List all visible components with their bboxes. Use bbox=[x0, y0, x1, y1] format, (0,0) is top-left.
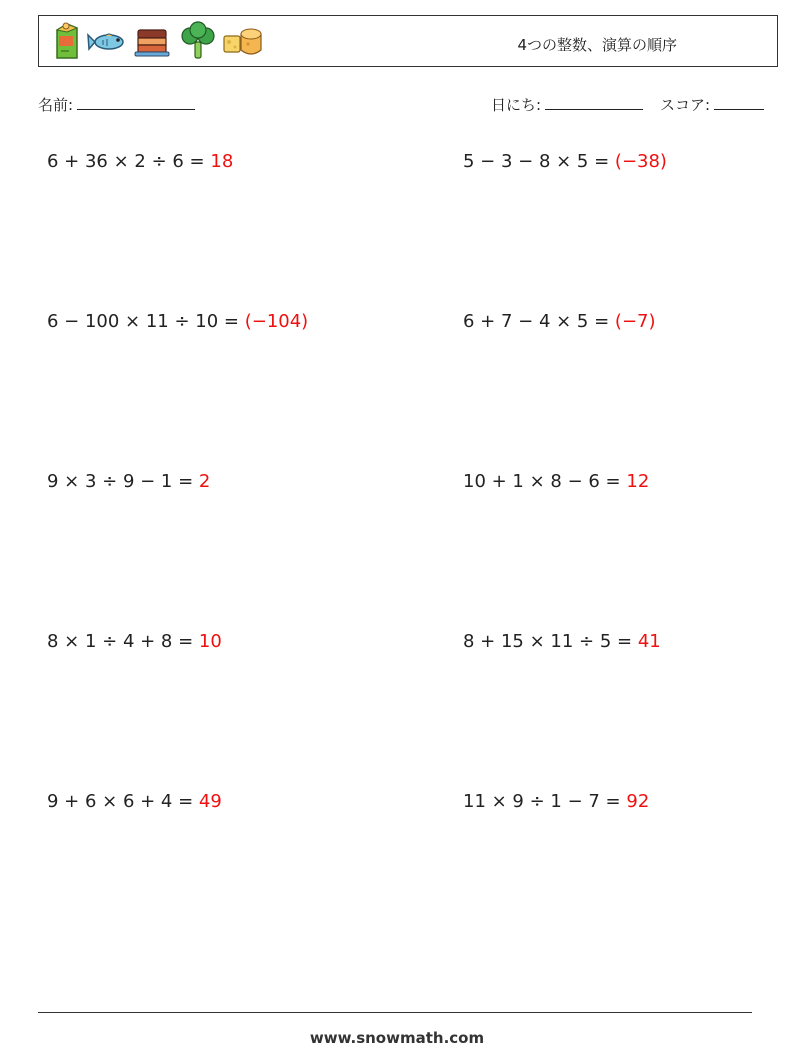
problem-answer: 10 bbox=[198, 631, 222, 652]
problem-expression: 11 × 9 ÷ 1 − 7 = bbox=[463, 791, 627, 812]
name-line[interactable] bbox=[77, 95, 195, 110]
problem-answer: 2 bbox=[198, 471, 211, 492]
worksheet-title: 4つの整数、演算の順序 bbox=[517, 36, 677, 54]
problem-expression: 5 − 3 − 8 × 5 = bbox=[463, 151, 615, 172]
footer-url[interactable]: www.snowmath.com bbox=[309, 1029, 485, 1047]
problem-answer: (−38) bbox=[614, 151, 667, 172]
score-label: スコア: bbox=[660, 96, 711, 114]
broccoli-icon bbox=[177, 20, 219, 62]
problem-3 bbox=[47, 311, 308, 332]
problem-expression: 9 + 6 × 6 + 4 = bbox=[47, 791, 199, 812]
cake-icon bbox=[131, 20, 173, 62]
footer-divider bbox=[38, 1012, 752, 1013]
problem-expression: 6 + 36 × 2 ÷ 6 = bbox=[47, 151, 211, 172]
problem-5 bbox=[47, 471, 210, 492]
name-field bbox=[38, 94, 195, 115]
problem-9 bbox=[47, 791, 222, 812]
problem-expression: 8 + 15 × 11 ÷ 5 = bbox=[463, 631, 638, 652]
problem-answer: 12 bbox=[626, 471, 650, 492]
problem-answer: (−7) bbox=[614, 311, 656, 332]
header-box bbox=[38, 15, 778, 67]
problem-answer: 49 bbox=[198, 791, 222, 812]
problem-7 bbox=[47, 631, 222, 652]
problem-answer: (−104) bbox=[244, 311, 309, 332]
juice-carton-icon bbox=[47, 20, 89, 62]
name-label: 名前: bbox=[38, 96, 74, 114]
problem-expression: 10 + 1 × 8 − 6 = bbox=[463, 471, 627, 492]
problem-1 bbox=[47, 151, 233, 172]
score-line[interactable] bbox=[714, 95, 764, 110]
problem-6 bbox=[463, 471, 649, 492]
fish-icon bbox=[87, 20, 129, 62]
date-label: 日にち: bbox=[491, 96, 542, 114]
problem-expression: 8 × 1 ÷ 4 + 8 = bbox=[47, 631, 199, 652]
problem-answer: 92 bbox=[626, 791, 650, 812]
problem-2 bbox=[463, 151, 667, 172]
problem-10 bbox=[463, 791, 649, 812]
date-line[interactable] bbox=[545, 95, 643, 110]
problem-4 bbox=[463, 311, 656, 332]
score-field bbox=[660, 94, 764, 115]
cheese-icon bbox=[221, 20, 263, 62]
problem-expression: 6 − 100 × 11 ÷ 10 = bbox=[47, 311, 245, 332]
date-field bbox=[491, 94, 643, 115]
problem-8 bbox=[463, 631, 661, 652]
problem-answer: 18 bbox=[210, 151, 234, 172]
problem-expression: 6 + 7 − 4 × 5 = bbox=[463, 311, 615, 332]
problem-expression: 9 × 3 ÷ 9 − 1 = bbox=[47, 471, 199, 492]
problem-answer: 41 bbox=[637, 631, 661, 652]
